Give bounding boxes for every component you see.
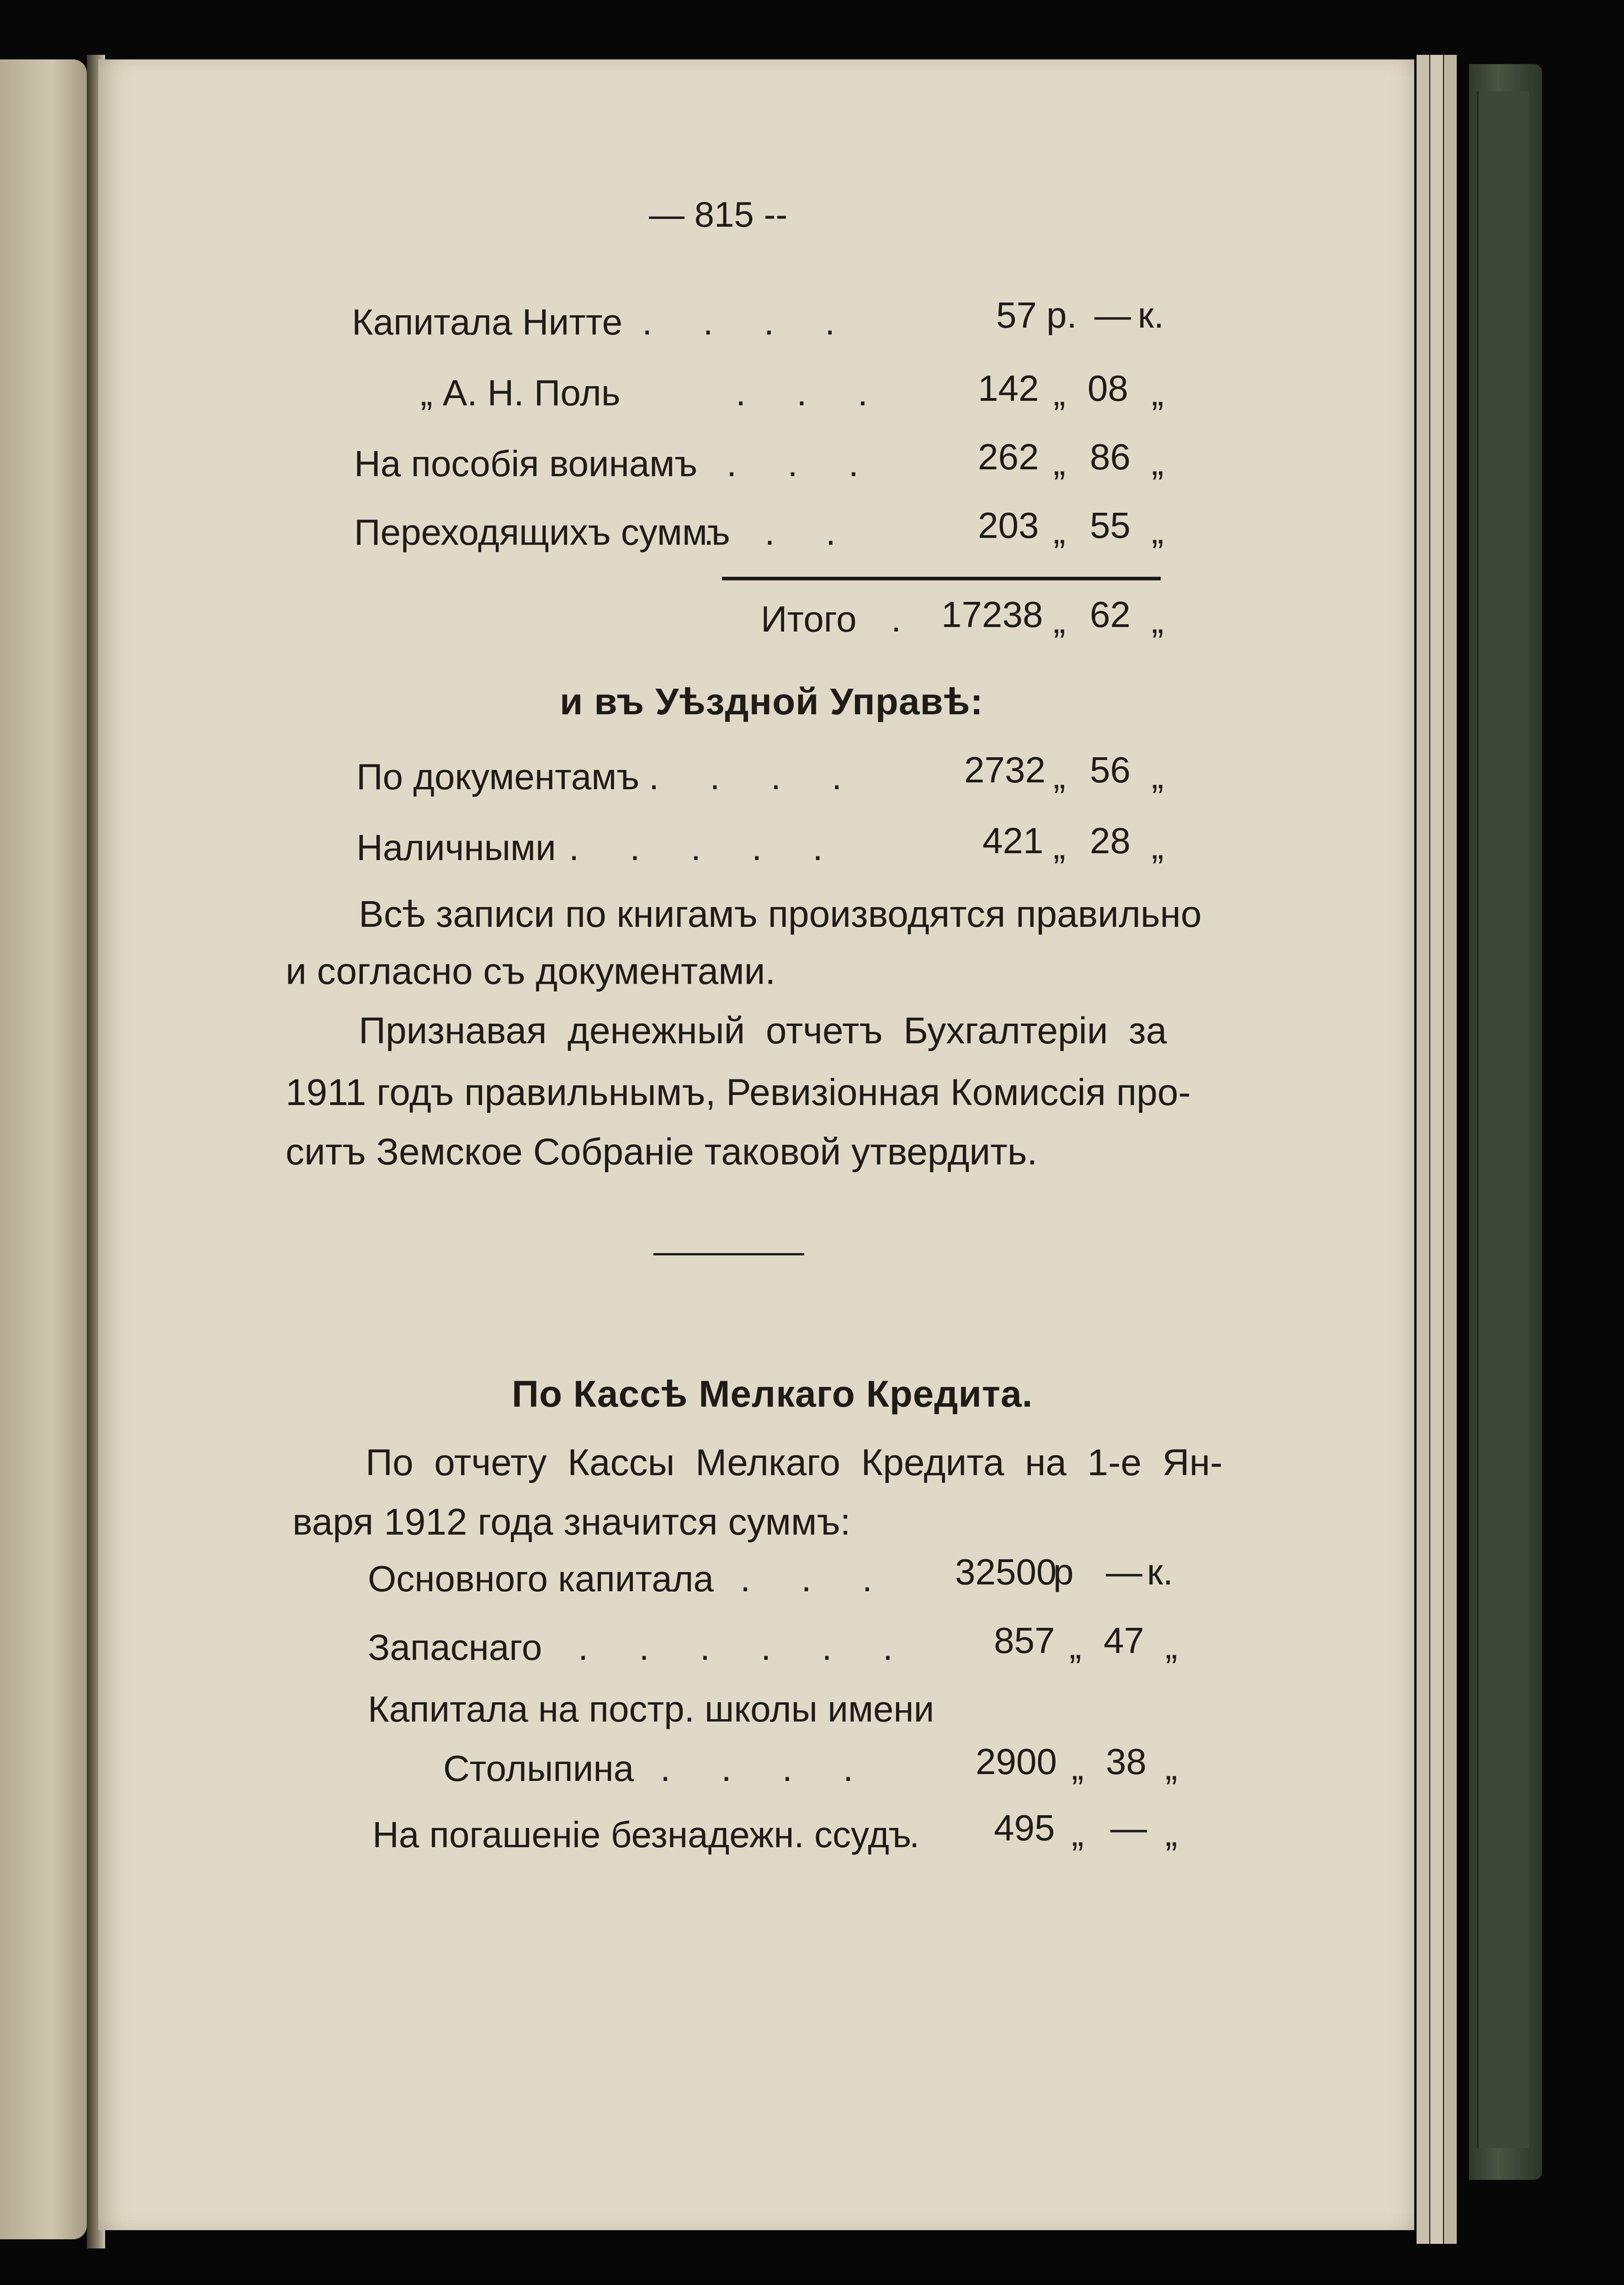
row-dots: . . . [740, 1558, 872, 1599]
row-kopecks: — [1094, 295, 1131, 335]
row-dots: . . . . [649, 756, 842, 797]
row-kop-mark: „ [1152, 510, 1164, 551]
left-page-edge [0, 59, 87, 2239]
paragraph-line: Всѣ записи по книгамъ производятся правильно [359, 893, 1202, 935]
total-label: Итого [761, 599, 857, 639]
row-kopecks: 55 [1090, 505, 1130, 546]
section-heading: и въ Уѣздной Управѣ: [560, 681, 983, 723]
row-kop-mark: „ [1152, 826, 1164, 866]
row-kop-mark: к. [1138, 295, 1164, 335]
row-rub-mark: р [1053, 1552, 1074, 1592]
row-label: На погашеніе безнадежн. ссудъ [372, 1814, 912, 1855]
row-rubles: 142 [978, 368, 1039, 409]
row-dots: . . . [736, 372, 868, 413]
row-label: „ А. Н. Поль [420, 372, 621, 413]
total-dot: . [891, 599, 902, 639]
row-kop-mark: „ [1152, 755, 1164, 796]
row-kopecks: 38 [1106, 1741, 1146, 1782]
row-kopecks: 08 [1088, 368, 1128, 409]
row-kop-mark: „ [1152, 372, 1164, 413]
row-kop-mark: „ [1165, 1626, 1178, 1666]
row-kopecks: 56 [1090, 749, 1130, 790]
row-label: Переходящихъ суммъ [354, 512, 730, 553]
row-rub-mark: „ [1072, 1747, 1084, 1787]
row-dots: . . . . [660, 1748, 854, 1789]
row-rubles: 262 [978, 436, 1039, 477]
page-stack-edge [1417, 55, 1429, 2244]
row-rub-mark: „ [1053, 755, 1066, 796]
row-dots: . . . . [642, 302, 835, 342]
page-number: — 815 -- [649, 194, 788, 234]
row-rub-mark: „ [1053, 826, 1066, 866]
row-dots: . . . . . [569, 827, 823, 868]
paragraph-line: По отчету Кассы Мелкаго Кредита на 1-е Ян- [366, 1442, 1223, 1483]
row-rubles: 32500 [955, 1552, 1057, 1592]
row-rub-mark: „ [1072, 1813, 1084, 1854]
total-rubles: 17238 [941, 594, 1043, 635]
row-label-line1: Капитала на постр. школы имени [368, 1689, 934, 1729]
row-label: На пособія воинамъ [354, 443, 698, 484]
row-rubles: 57 [996, 295, 1037, 335]
row-kopecks: — [1110, 1807, 1147, 1848]
total-kopecks: 62 [1090, 594, 1130, 635]
row-dots: . . . [727, 443, 859, 484]
section-heading: По Кассѣ Мелкаго Кредита. [512, 1373, 1033, 1415]
row-label: Капитала Нитте [352, 302, 623, 342]
row-kop-mark: к. [1147, 1552, 1173, 1592]
row-kopecks: 28 [1090, 820, 1130, 861]
row-rub-mark: „ [1053, 510, 1066, 551]
row-rubles: 421 [982, 820, 1044, 861]
row-kop-mark: „ [1165, 1747, 1178, 1787]
paragraph-line: и согласно съ документами. [286, 951, 776, 992]
row-dots: . [909, 1814, 920, 1855]
row-label: Основного капитала [368, 1558, 714, 1599]
row-dots: . . . [704, 512, 836, 553]
paragraph-line: ситъ Земское Собраніе таковой утвердить. [286, 1131, 1038, 1173]
row-rub-mark: р. [1046, 295, 1077, 335]
row-kop-mark: „ [1165, 1813, 1178, 1854]
row-label: По документамъ [356, 756, 640, 797]
total-rub-mark: „ [1053, 600, 1066, 641]
row-kopecks: 86 [1090, 436, 1130, 477]
row-rub-mark: „ [1053, 442, 1066, 483]
section-separator [653, 1253, 804, 1255]
paragraph-line: Признавая денежный отчетъ Бухгалтеріи за [359, 1010, 1167, 1052]
total-divider [722, 577, 1161, 580]
row-rub-mark: „ [1069, 1626, 1082, 1666]
paragraph-line: 1911 годъ правильнымъ, Ревизіонная Комиссія про- [286, 1072, 1191, 1113]
row-label: Столыпина [443, 1748, 634, 1789]
row-kopecks: 47 [1104, 1620, 1144, 1661]
row-kopecks: — [1106, 1552, 1142, 1592]
row-kop-mark: „ [1152, 442, 1164, 483]
row-rubles: 857 [994, 1620, 1055, 1661]
page-stack-edge [1430, 55, 1443, 2244]
row-label: Наличными [356, 827, 556, 868]
row-rubles: 2732 [964, 749, 1046, 790]
paragraph-line: варя 1912 года значится суммъ: [292, 1501, 851, 1543]
row-label: Запаснаго [368, 1627, 542, 1668]
book-cover-inner [1477, 91, 1529, 2148]
row-dots: . . . . . . [578, 1627, 893, 1668]
row-rubles: 495 [994, 1807, 1055, 1848]
row-rubles: 203 [978, 505, 1039, 546]
total-kop-mark: „ [1152, 600, 1164, 641]
row-rub-mark: „ [1053, 372, 1066, 413]
page-stack-edge [1444, 55, 1457, 2244]
row-rubles: 2900 [976, 1741, 1057, 1782]
